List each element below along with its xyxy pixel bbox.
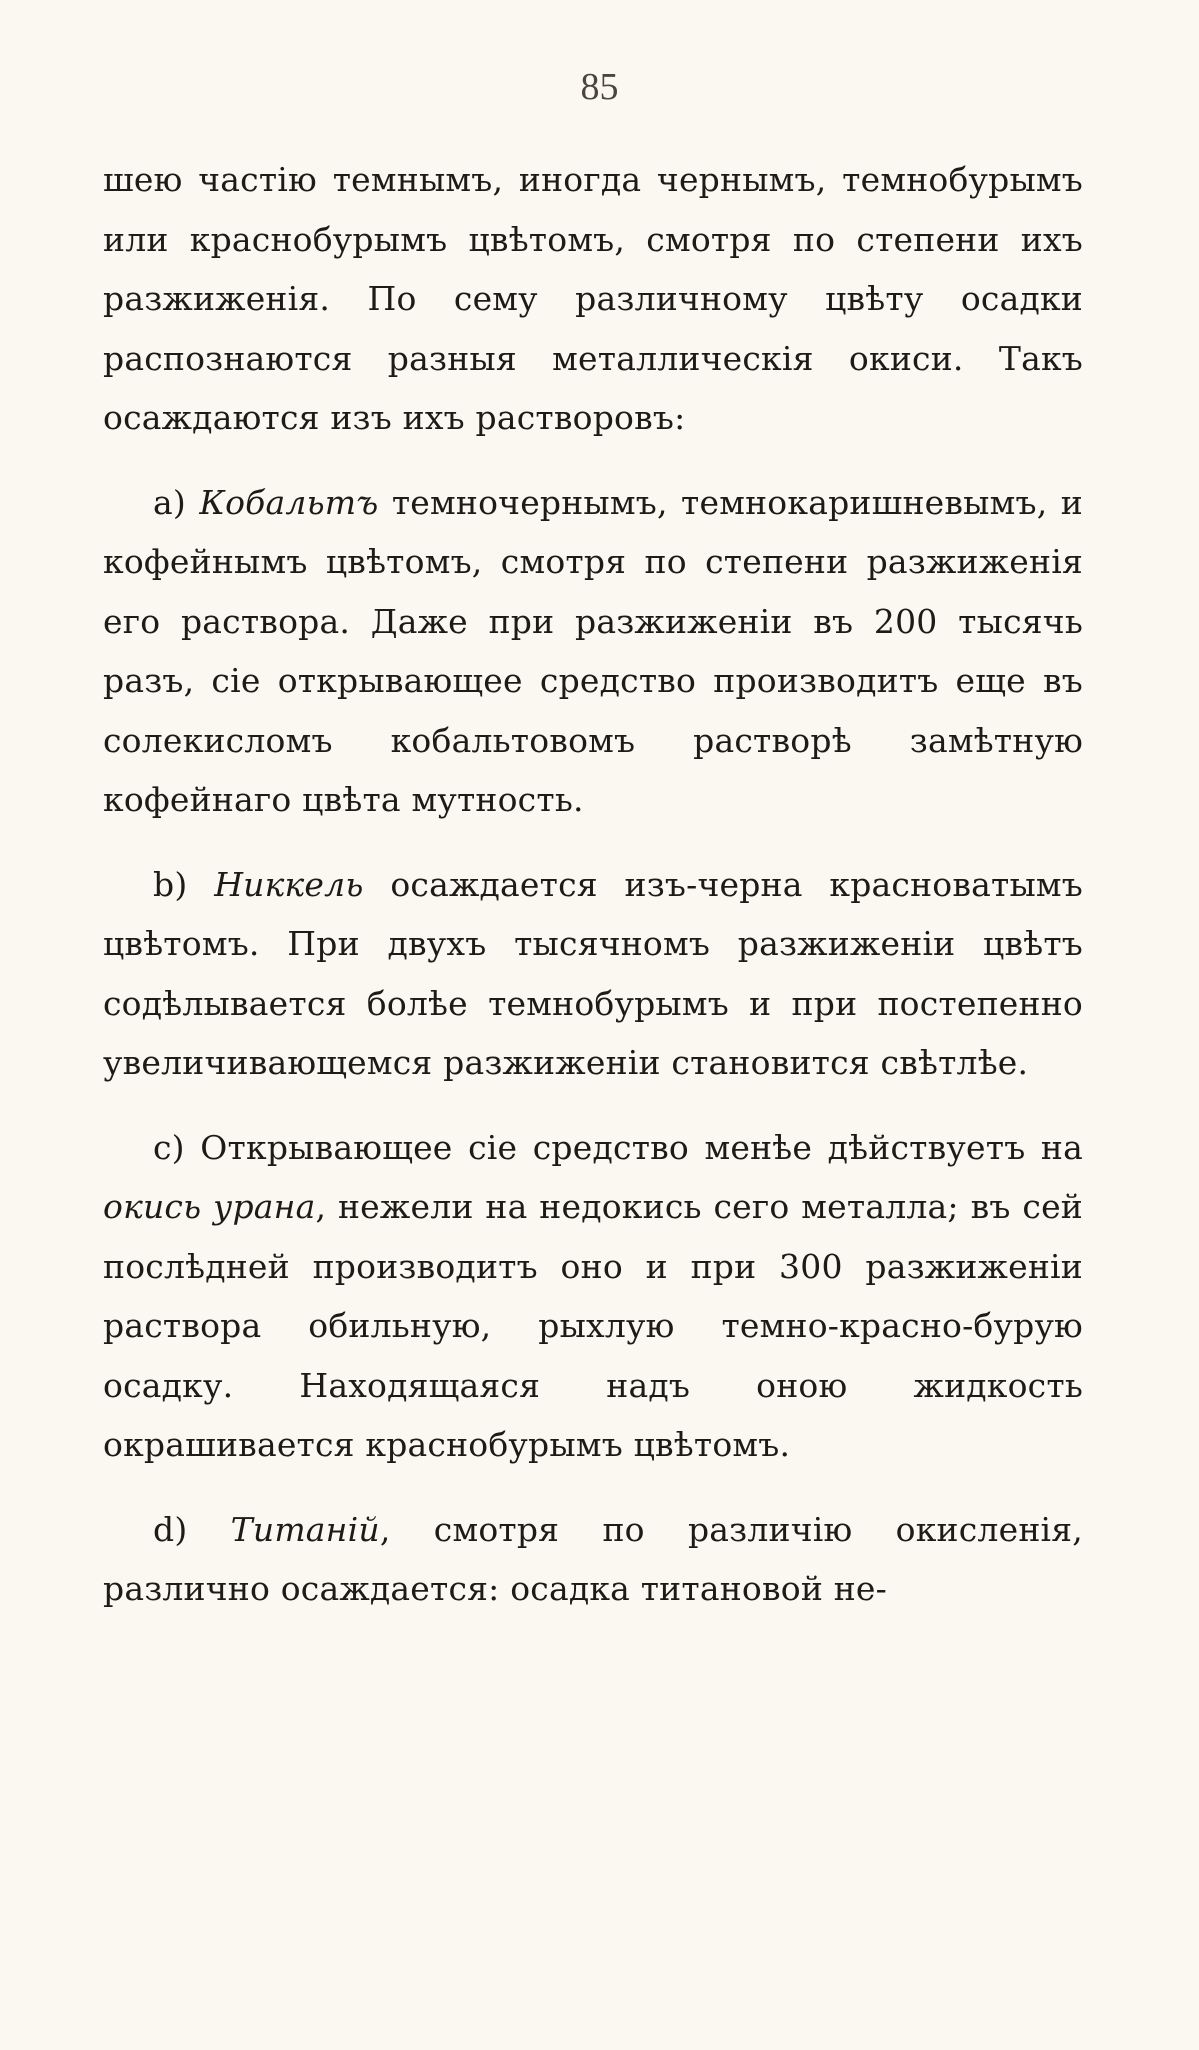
list-item-d [103, 1500, 1083, 1619]
item-text: , смотря по различію окисленія, различно осаждается: осадка титановой не- [103, 1509, 1083, 1608]
item-marker: b) [153, 864, 188, 904]
page-number: 85 [580, 66, 619, 108]
list-item-c [103, 1118, 1083, 1475]
item-marker: c) [153, 1127, 185, 1167]
item-term: Титаній [230, 1509, 380, 1549]
intro-paragraph: шею частію темнымъ, иногда чернымъ, темнобурымъ или краснобурымъ цвѣтомъ, смотря по степени ихъ разжиженія. По сему различному цвѣту осадки распознаются разныя металлическія окиси. Такъ осаждаются изъ ихъ растворовъ: [103, 160, 1083, 437]
item-text: осаждается изъ-черна красноватымъ цвѣтомъ. При двухъ тысячномъ разжиженіи цвѣтъ содѣлывается болѣе темнобурымъ и при постепенно увеличивающемся разжиженіи становится свѣтлѣе. [103, 864, 1083, 1082]
item-pre-text: Открывающее сіе средство менѣе дѣйствуетъ на [184, 1127, 1083, 1167]
page-body [103, 150, 1083, 1644]
item-marker: a) [153, 482, 186, 522]
list-item-a [103, 473, 1083, 830]
item-text: темночернымъ, темнокаришневымъ, и кофейнымъ цвѣтомъ, смотря по степени разжиженія его раствора. Даже при разжиженіи въ 200 тысячь разъ, сіе открывающее средство производитъ еще въ солекисломъ кобальтовомъ растворѣ замѣтную кофейнаго цвѣта мутность. [103, 482, 1083, 819]
item-term: окись урана [103, 1187, 316, 1226]
item-marker: d) [153, 1509, 188, 1549]
item-term: Кобальтъ [199, 482, 379, 522]
list-item-b [103, 855, 1083, 1093]
item-term: Никкель [214, 864, 364, 904]
item-text: , нежели на недокись сего металла; въ сей послѣдней производитъ оно и при 300 разжиженіи раствора обильную, рыхлую темно-красно-бурую осадку. Находящаяся надъ оною жидкость окрашивается краснобурымъ цвѣтомъ. [103, 1187, 1083, 1464]
